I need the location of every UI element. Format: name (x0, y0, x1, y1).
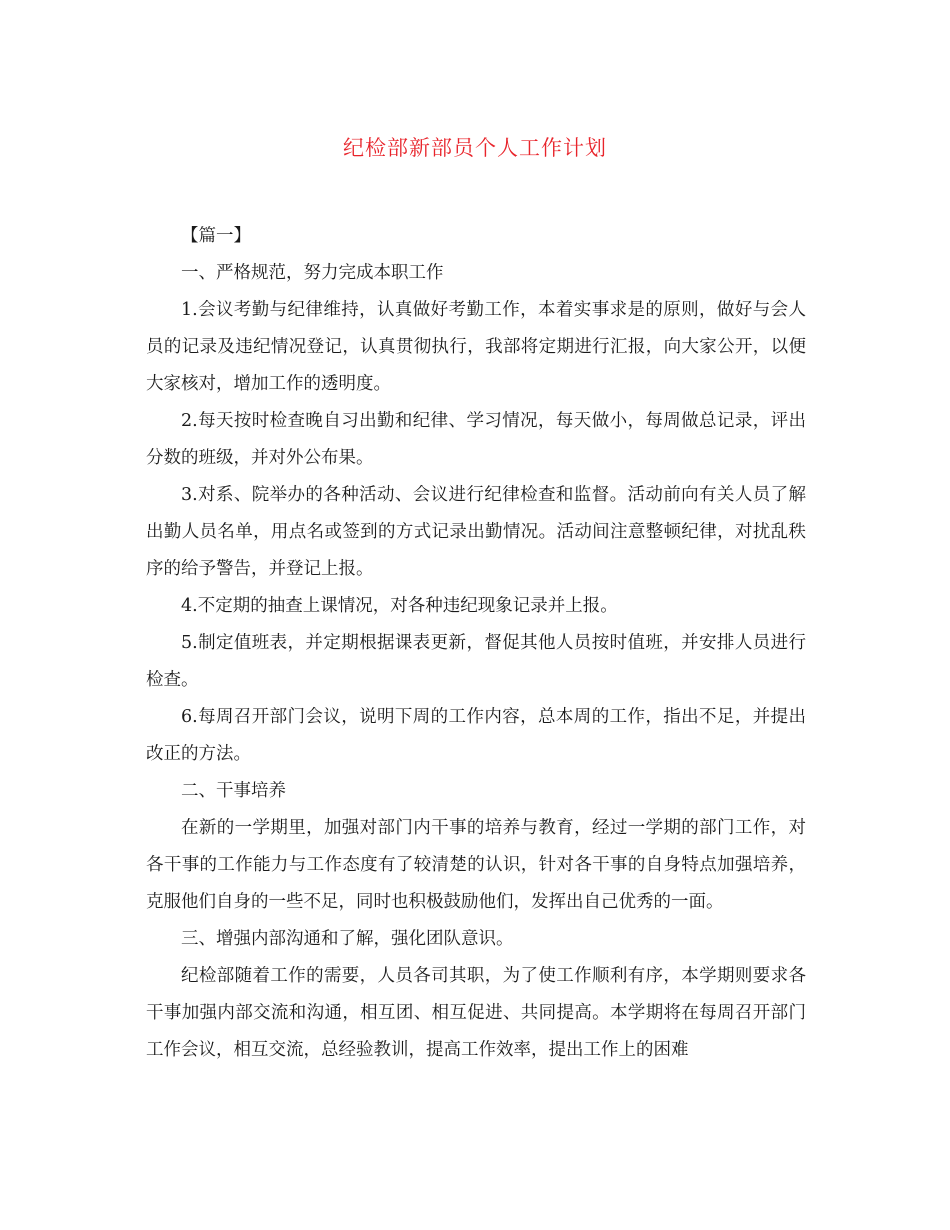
paragraph-item-3: 3.对系、院举办的各种活动、会议进行纪律检查和监督。活动前向有关人员了解出勤人员名单，用点名或签到的方式记录出勤情况。活动间注意整顿纪律，对扰乱秩序的给予警告，并登记上报。 (146, 485, 806, 579)
heading-3: 三、增强内部沟通和了解，强化团队意识。 (181, 929, 514, 949)
document-title: 纪检部新部员个人工作计划 (343, 136, 607, 160)
heading-1: 一、严格规范，努力完成本职工作 (181, 263, 444, 283)
paragraph-item-6: 6.每周召开部门会议，说明下周的工作内容，总本周的工作，指出不足，并提出改正的方法。 (146, 707, 806, 764)
paragraph-communication: 纪检部随着工作的需要，人员各司其职，为了使工作顺利有序，本学期则要求各干事加强内部交流和沟通，相互团、相互促进、共同提高。本学期将在每周召开部门工作会议，相互交流，总经验教训，提高工作效率，提出工作上的困难 (146, 966, 806, 1060)
paragraph-item-4: 4.不定期的抽查上课情况，对各种违纪现象记录并上报。 (181, 596, 618, 616)
section-label: 【篇一】 (181, 226, 251, 246)
paragraph-item-2: 2.每天按时检查晚自习出勤和纪律、学习情况，每天做小，每周做总记录，评出分数的班级，并对外公布果。 (146, 411, 806, 468)
paragraph-cadre-training: 在新的一学期里，加强对部门内干事的培养与教育，经过一学期的部门工作，对各干事的工作能力与工作态度有了较清楚的认识，针对各干事的自身特点加强培养，克服他们自身的一些不足，同时也积极鼓励他们，发挥出自己优秀的一面。 (146, 818, 806, 912)
heading-2: 二、干事培养 (181, 781, 286, 801)
paragraph-item-5: 5.制定值班表，并定期根据课表更新，督促其他人员按时值班，并安排人员进行检查。 (146, 633, 806, 690)
document-body (146, 218, 806, 1069)
paragraph-item-1: 1.会议考勤与纪律维持，认真做好考勤工作，本着实事求是的原则，做好与会人员的记录及违纪情况登记，认真贯彻执行，我部将定期进行汇报，向大家公开，以便大家核对，增加工作的透明度。 (146, 300, 806, 394)
